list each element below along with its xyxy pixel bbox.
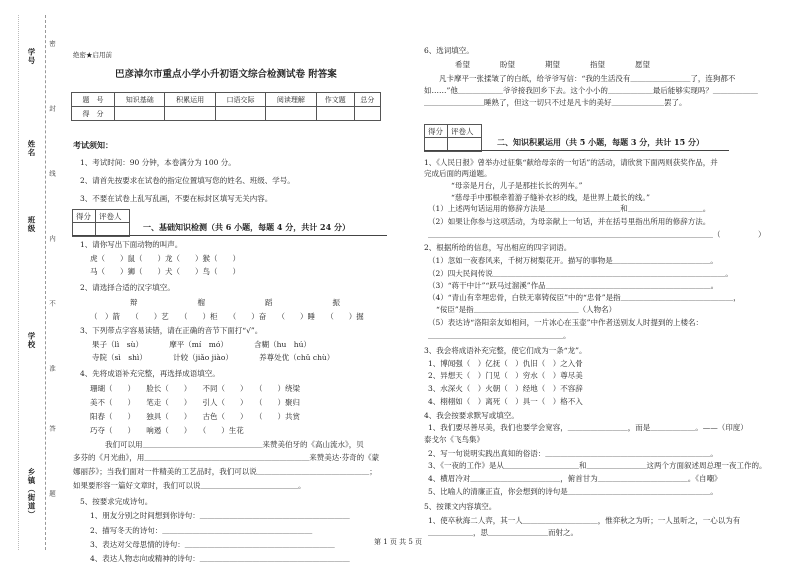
text-line: ＿＿＿＿＿＿＿＿睡熟了，但这一切只不过是凡卡的美好＿＿＿＿＿＿＿罢了。	[424, 98, 687, 107]
binding-dotted-line	[18, 15, 19, 550]
note-item: 2、请首先按要求在试卷的指定位置填写您的姓名、班级、学号。	[80, 176, 295, 185]
grader-box	[72, 209, 130, 237]
text-line: 1、《人民日报》曾举办过征集“献给母亲的一句话”的活动，请欣赏下面两则获奖作品，并	[424, 158, 718, 167]
seal-char: 题	[48, 490, 56, 497]
text-line: 珊瑚（ ） 脸长（ ） 不同（ ） （ ）绕梁	[90, 384, 300, 393]
text-line: 如果要形容一篇好文章时，我们可以说＿＿＿＿＿＿＿＿＿＿＿＿＿。	[73, 481, 306, 490]
text-line: 5、按课文内容填空。	[424, 502, 497, 511]
score-table-cell: 作文题	[316, 93, 354, 107]
seal-char: 线	[48, 170, 56, 177]
text-line: 3、表达对父母思情的诗句：＿＿＿＿＿＿＿＿＿＿＿＿＿＿＿＿＿＿＿＿	[90, 540, 335, 549]
page-footer: 第 1 页 共 5 页	[374, 538, 423, 546]
text-line: 1、使卒秋海二人弈，其一人＿＿＿＿＿＿＿＿＿＿，惟弈秋之为听；一人虽听之，一心以为有	[428, 516, 741, 525]
text-line: 2、异想天（ ）门见（ ）穷水（ ）尊尽美	[428, 371, 583, 380]
text-line: 完成后面的两道题。	[424, 169, 492, 178]
text-line: 1、朋友分别之时间想到你诗句：＿＿＿＿＿＿＿＿＿＿＿＿＿＿＿＿＿＿＿＿	[90, 511, 350, 520]
text-line: 寺院（sì shì） 计较（jiǎo jiào） 养尊处优（chǔ chù）	[92, 353, 335, 362]
text-line: 2、写一句说明实践出真知的俗语：＿＿＿＿＿＿＿＿＿＿＿＿＿＿＿＿＿＿＿＿＿＿。	[428, 449, 718, 458]
text-line: 4、栩栩如（ ）离死（ ）具一（ ）格不入	[428, 397, 583, 406]
score-input-cell[interactable]	[266, 107, 316, 121]
text-line: ＿＿＿＿＿＿＿＿＿＿＿＿＿＿＿＿＿＿＿＿＿＿＿＿＿＿＿＿＿＿＿＿＿＿＿＿＿＿（ ）	[428, 230, 766, 239]
seal-char: 答	[48, 425, 56, 432]
text-line: 辩 榴 蹈 振	[130, 298, 340, 307]
text-line: ＿＿＿＿＿＿＿＿＿＿＿＿＿＿＿＿＿＿。	[428, 331, 571, 340]
section2-title: 二、知识积累运用（共 5 小题，每题 3 分，共计 15 分）	[497, 137, 704, 147]
text-line: “慈母手中那根牵着游子缝补衣衫的线，是世界上最长的线。”	[436, 193, 650, 202]
secret-mark: 绝密★启用前	[73, 51, 112, 59]
text-line: （4）“青山有幸埋忠骨，白铁无辜铸佞臣”中的“忠骨”是指＿＿＿＿＿＿＿＿＿＿＿＿＿＿＿，	[428, 293, 741, 302]
score-table-cell: 口语交际	[215, 93, 265, 107]
seal-char: 不	[48, 300, 56, 307]
text-line: 4、横眉冷对＿＿＿＿＿＿＿＿＿＿＿＿，俯首甘为＿＿＿＿＿＿＿＿＿＿＿＿。《自嘲》	[428, 474, 722, 483]
text-line: ＿＿＿＿＿＿，思＿＿＿＿＿＿＿＿而射之。	[428, 528, 578, 537]
text-line: 3、我会将成语补充完整，使它们成为一条“龙”。	[424, 346, 587, 355]
score-table-cell: 积累运用	[165, 93, 215, 107]
text-line: 1、博闻强（ ）亿抚（ ）仇旧（ ）之入骨	[428, 359, 583, 368]
score-input-cell[interactable]	[354, 107, 380, 121]
text-line: 娜丽莎》；当我们面对一件精美的工艺品时，我们可以说＿＿＿＿＿＿＿＿＿＿＿＿＿＿＿；	[73, 467, 377, 476]
score-table	[71, 92, 381, 121]
school-label: 学校	[27, 332, 36, 349]
page-title: 巴彦淖尔市重点小学小升初语文综合检测试卷 附答案	[115, 69, 337, 80]
text-line: （ ）箭 （ ）艺 （ ）柜 （ ）奋 （ ）睡 （ ）掘	[90, 312, 364, 321]
text-line: 阳春（ ） 独具（ ） 古色（ ） （ ）共赏	[90, 412, 300, 421]
township-label: 乡镇（街道）	[27, 468, 36, 519]
text-line: 2、根据所给的信息，写出相应的四字词语。	[424, 243, 572, 252]
text-line: 4、我会按要求默写或填空。	[424, 411, 519, 420]
score-table-score-row	[72, 107, 381, 121]
text-line: 希望 盼望 期望 指望 愿望	[455, 60, 650, 69]
text-line: 虎（ ）鼠（ ）龙（ ）猴（ ）	[90, 254, 240, 263]
score-table-cell: 得 分	[72, 107, 115, 121]
text-line: 2、请选择合适的汉字填空。	[80, 283, 175, 292]
text-line: “佞臣”是指＿＿＿＿＿＿＿＿＿＿＿＿＿＿（人物名）	[436, 305, 617, 314]
text-line: 3、《一夜的工作》是从＿＿＿＿＿＿＿＿＿＿和＿＿＿＿＿＿＿＿这两个方面叙述周总理一夜工作的。	[428, 461, 767, 470]
score-table-header-row	[72, 93, 381, 107]
text-line: 5、比喻人的清廉正直，你会想到的诗句是＿＿＿＿＿＿＿＿＿＿＿＿＿＿＿＿＿＿＿。	[428, 487, 718, 496]
grader-reviewer-label: 评卷人	[99, 212, 122, 221]
text-line: 凡卡摩平一张揉皱了的白纸，给爷爷写信：“我的生活没有＿＿＿＿＿＿＿＿了，连狗都不	[424, 74, 736, 83]
score-input-cell[interactable]	[165, 107, 215, 121]
text-line: （2）如果让你参与这项活动，为母亲献上一句话，并在括号里指出所用的修辞方法。	[428, 217, 711, 226]
score-input-cell[interactable]	[115, 107, 165, 121]
text-line: 如……”他＿＿＿＿＿＿爷爷接我回乡下去。这个小小的＿＿＿＿＿＿最后能够实现吗？＿＿＿＿＿＿	[424, 86, 758, 95]
text-line: 3、水深火（ ）火朝（ ）经地（ ）不容辞	[428, 384, 583, 393]
text-line: 果子（lì sù） 摩平（mí mó） 含糊（hu hú）	[92, 340, 311, 349]
text-line: （5）表达诗“洛阳亲友如相问，一片冰心在玉壶”中作者送别友人时提到的上楼名：	[428, 318, 703, 327]
grader-score-label: 得分	[428, 127, 443, 136]
text-line: 1、我们要尽善尽美，我们也要学会宽容，＿＿＿＿＿＿＿＿，而是＿＿＿＿＿＿。——（印度）	[428, 423, 748, 432]
seal-char: 内	[48, 235, 56, 242]
text-line: （1）忽如一夜春风来，千树万树梨花开。描写的事物是＿＿＿＿＿＿＿＿＿＿＿＿＿。	[428, 256, 718, 265]
text-line: 美不（ ） 笔走（ ） 引人（ ） （ ）聚归	[90, 398, 300, 407]
score-table-cell: 阅读理解	[266, 93, 316, 107]
student-id-label: 学号	[27, 48, 36, 65]
text-line: 我们可以用＿＿＿＿＿＿＿＿＿＿＿＿＿＿＿＿来赞美伯牙的《高山流水》，贝	[90, 440, 364, 449]
section2-rule	[424, 150, 729, 151]
text-line: 1、请你写出下面动物的叫声。	[80, 240, 183, 249]
seal-char: 密	[48, 40, 56, 47]
text-line: 多芬的《月光曲》，用＿＿＿＿＿＿＿＿＿＿＿＿＿＿＿＿＿＿＿＿＿＿来赞美达·芬奇的《蒙	[73, 453, 380, 462]
score-table-cell: 总分	[354, 93, 380, 107]
text-line: 2、描写冬天的诗句：＿＿＿＿＿＿＿＿＿＿＿＿＿＿＿＿＿＿＿＿	[90, 526, 313, 535]
text-line: 巧夺（ ） 响遏（ ） （ ）生花	[90, 426, 244, 435]
text-line: 6、选词填空。	[424, 46, 474, 55]
score-input-cell[interactable]	[316, 107, 354, 121]
note-item: 1、考试时间：90 分钟，本卷满分为 100 分。	[80, 158, 236, 167]
name-label: 姓名	[27, 140, 36, 157]
text-line: （2）四大民间传说＿＿＿＿＿＿＿＿＿＿＿＿＿＿＿＿＿＿＿＿＿＿＿＿＿＿＿＿＿＿＿。	[428, 269, 733, 278]
score-input-cell[interactable]	[215, 107, 265, 121]
grader-box	[424, 124, 482, 152]
seal-dashed-line	[45, 15, 46, 550]
text-line: 4、先将成语补充完整，再选择成语填空。	[80, 369, 220, 378]
score-table-cell: 知识基础	[115, 93, 165, 107]
seal-char: 准	[48, 365, 56, 372]
seal-char: 封	[48, 105, 56, 112]
section1-title: 一、基础知识检测（共 6 小题，每题 4 分，共计 24 分）	[143, 222, 350, 232]
text-line: 3、下列带点字容易读错，请在正确的音节下面打“√”。	[80, 326, 263, 335]
text-line: 5、按要求完成诗句。	[80, 497, 153, 506]
text-line: “母亲是月台，儿子是那挂长长的列车。”	[436, 181, 583, 190]
text-line: 马（ ）狮（ ）犬（ ）鸟（ ）	[90, 267, 240, 276]
text-line: （1）上述两句话运用的修辞方法是＿＿＿＿＿＿＿＿＿＿和＿＿＿＿＿＿＿＿＿＿。	[428, 204, 711, 213]
text-line: 4、表达人物志向或精神的诗句：＿＿＿＿＿＿＿＿＿＿＿＿＿＿＿＿＿＿＿＿	[90, 554, 350, 563]
class-label: 班级	[27, 216, 36, 233]
grader-score-label: 得分	[76, 212, 91, 221]
section1-rule	[72, 235, 387, 236]
note-item: 3、不要在试卷上乱写乱画，不要在标封区填写无关内容。	[80, 194, 273, 203]
score-table-cell: 题 号	[72, 93, 115, 107]
text-line: 泰戈尔《飞鸟集》	[424, 435, 484, 444]
grader-reviewer-label: 评卷人	[451, 127, 474, 136]
notes-heading: 考试须知：	[73, 140, 113, 150]
text-line: （3）“蒋干中计”“跃马过溜溪”作品＿＿＿＿＿＿＿＿＿＿＿＿＿＿＿＿＿＿＿＿＿＿。	[428, 281, 719, 290]
